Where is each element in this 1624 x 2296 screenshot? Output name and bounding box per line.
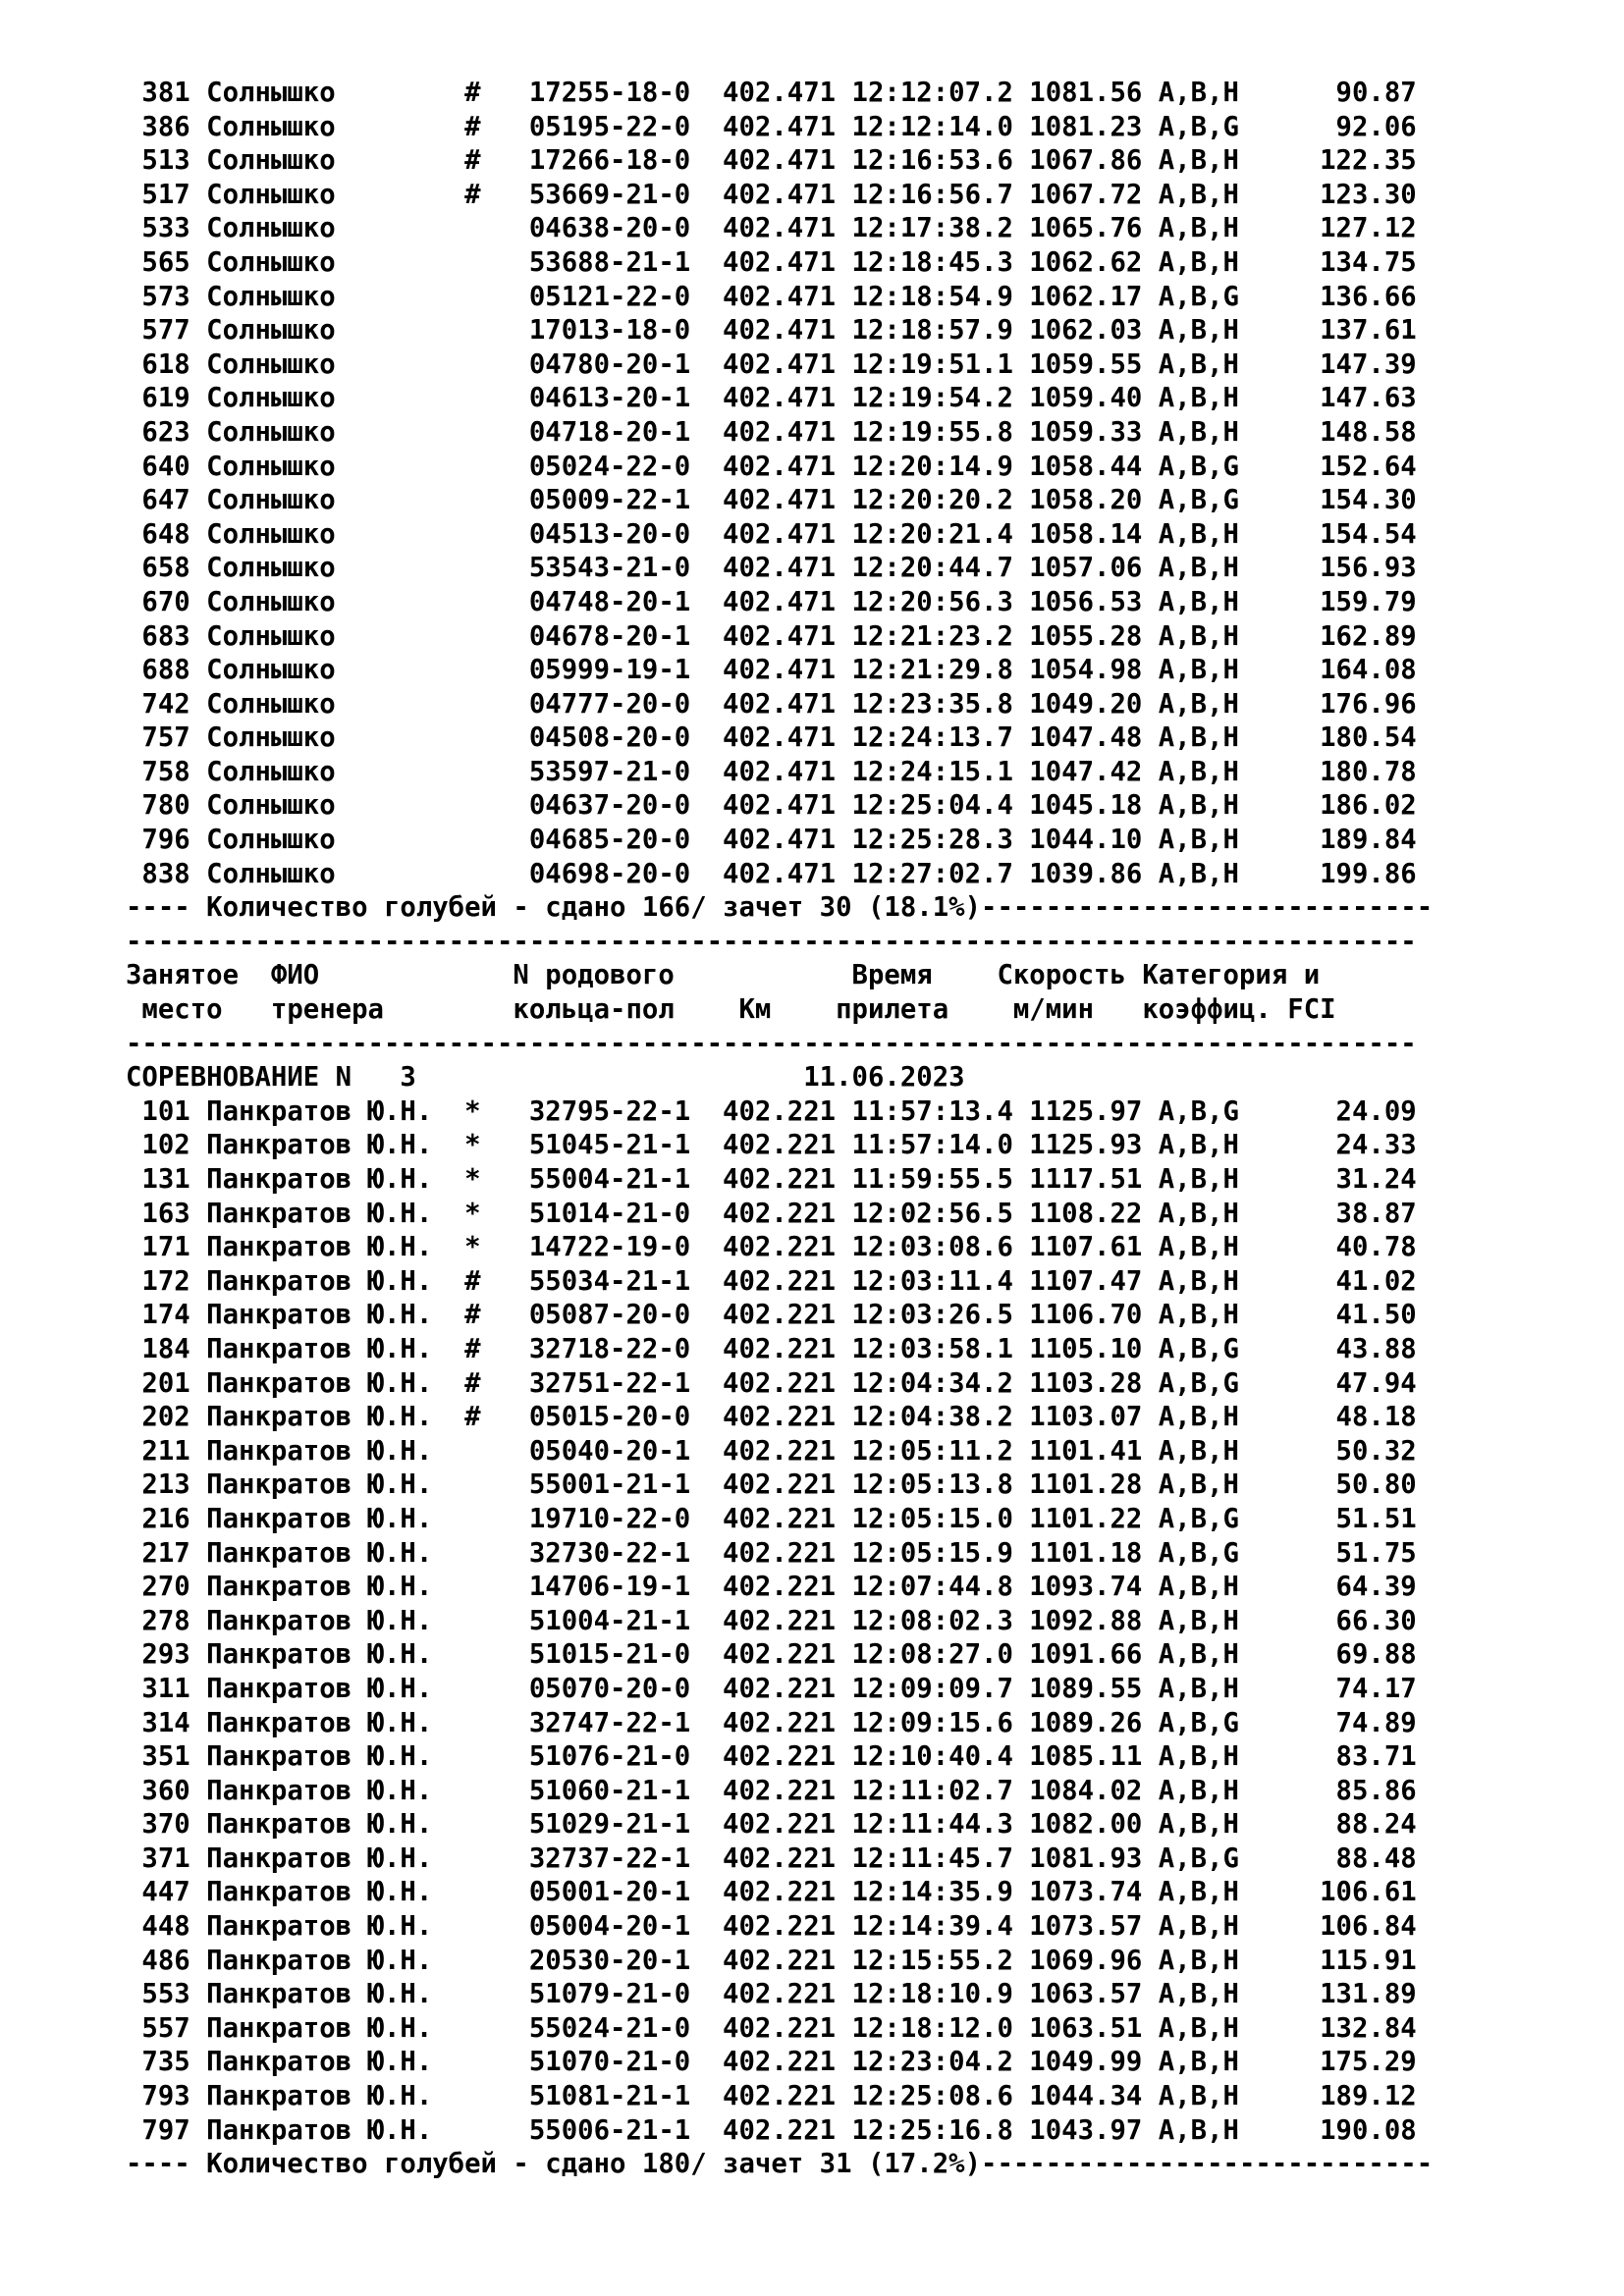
result-row: 533 Солнышко 04638-20-0 402.471 12:17:38.2 1065.76 A,B,H 127.12 — [126, 213, 1417, 244]
result-row: 618 Солнышко 04780-20-1 402.471 12:19:51.1 1059.55 A,B,H 147.39 — [126, 348, 1417, 380]
result-row: 793 Панкратов Ю.Н. 51081-21-1 402.221 12:25:08.6 1044.34 A,B,H 189.12 — [126, 2081, 1417, 2112]
result-row: 758 Солнышко 53597-21-0 402.471 12:24:15.1 1047.42 A,B,H 180.78 — [126, 756, 1417, 787]
result-row: 658 Солнышко 53543-21-0 402.471 12:20:44.7 1057.06 A,B,H 156.93 — [126, 553, 1417, 584]
result-row: 447 Панкратов Ю.Н. 05001-20-1 402.221 12:14:35.9 1073.74 A,B,H 106.61 — [126, 1877, 1417, 1908]
divider-bottom: -------------------------------------------------------------------------------- — [126, 1028, 1417, 1059]
result-row: 174 Панкратов Ю.Н. # 05087-20-0 402.221 12:03:26.5 1106.70 A,B,H 41.50 — [126, 1300, 1417, 1331]
result-row: 293 Панкратов Ю.Н. 51015-21-0 402.221 12:08:27.0 1091.66 A,B,H 69.88 — [126, 1639, 1417, 1671]
result-row: 202 Панкратов Ю.Н. # 05015-20-0 402.221 12:04:38.2 1103.07 A,B,H 48.18 — [126, 1402, 1417, 1433]
result-row: 648 Солнышко 04513-20-0 402.471 12:20:21.4 1058.14 A,B,H 154.54 — [126, 518, 1417, 550]
result-row: 381 Солнышко # 17255-18-0 402.471 12:12:07.2 1081.56 A,B,H 90.87 — [126, 78, 1417, 108]
result-row: 838 Солнышко 04698-20-0 402.471 12:27:02.7 1039.86 A,B,H 199.86 — [126, 858, 1417, 889]
result-row: 102 Панкратов Ю.Н. * 51045-21-1 402.221 11:57:14.0 1125.93 A,B,H 24.33 — [126, 1130, 1417, 1161]
result-row: 278 Панкратов Ю.Н. 51004-21-1 402.221 12:08:02.3 1092.88 A,B,H 66.30 — [126, 1605, 1417, 1636]
result-row: 557 Панкратов Ю.Н. 55024-21-0 402.221 12:18:12.0 1063.51 A,B,H 132.84 — [126, 2012, 1417, 2044]
result-row: 131 Панкратов Ю.Н. * 55004-21-1 402.221 11:59:55.5 1117.51 A,B,H 31.24 — [126, 1164, 1417, 1195]
competition-title: СОРЕВНОВАНИЕ N 3 11.06.2023 — [126, 1062, 965, 1094]
result-row: 163 Панкратов Ю.Н. * 51014-21-0 402.221 12:02:56.5 1108.22 A,B,H 38.87 — [126, 1198, 1417, 1229]
result-row: 513 Солнышко # 17266-18-0 402.471 12:16:53.6 1067.86 A,B,H 122.35 — [126, 145, 1417, 177]
block1-summary: ---- Количество голубей - сдано 166/ зачет 30 (18.1%)---------------------------- — [126, 892, 1434, 924]
result-row: 742 Солнышко 04777-20-0 402.471 12:23:35.8 1049.20 A,B,H 176.96 — [126, 688, 1417, 720]
block2-summary: ---- Количество голубей - сдано 180/ зачет 31 (17.2%)---------------------------- — [126, 2149, 1434, 2180]
result-row: 216 Панкратов Ю.Н. 19710-22-0 402.221 12:05:15.0 1101.22 A,B,G 51.51 — [126, 1503, 1417, 1534]
result-row: 757 Солнышко 04508-20-0 402.471 12:24:13.7 1047.48 A,B,H 180.54 — [126, 722, 1417, 754]
result-row: 780 Солнышко 04637-20-0 402.471 12:25:04.4 1045.18 A,B,H 186.02 — [126, 790, 1417, 822]
result-row: 517 Солнышко # 53669-21-0 402.471 12:16:56.7 1067.72 A,B,H 123.30 — [126, 179, 1417, 210]
result-row: 360 Панкратов Ю.Н. 51060-21-1 402.221 12:11:02.7 1084.02 A,B,H 85.86 — [126, 1775, 1417, 1806]
result-row: 217 Панкратов Ю.Н. 32730-22-1 402.221 12:05:15.9 1101.18 A,B,G 51.75 — [126, 1537, 1417, 1569]
results-document — [126, 77, 1598, 2182]
result-row: 270 Панкратов Ю.Н. 14706-19-1 402.221 12:07:44.8 1093.74 A,B,H 64.39 — [126, 1572, 1417, 1603]
result-row: 371 Панкратов Ю.Н. 32737-22-1 402.221 12:11:45.7 1081.93 A,B,G 88.48 — [126, 1842, 1417, 1874]
result-row: 184 Панкратов Ю.Н. # 32718-22-0 402.221 12:03:58.1 1105.10 A,B,G 43.88 — [126, 1333, 1417, 1364]
result-row: 577 Солнышко 17013-18-0 402.471 12:18:57.9 1062.03 A,B,H 137.61 — [126, 315, 1417, 347]
result-row: 797 Панкратов Ю.Н. 55006-21-1 402.221 12:25:16.8 1043.97 A,B,H 190.08 — [126, 2114, 1417, 2146]
header-line-1: Занятое ФИО N родового Время Скорость Категория и — [126, 960, 1321, 991]
result-row: 101 Панкратов Ю.Н. * 32795-22-1 402.221 11:57:13.4 1125.97 A,B,G 24.09 — [126, 1095, 1417, 1127]
result-row: 386 Солнышко # 05195-22-0 402.471 12:12:14.0 1081.23 A,B,G 92.06 — [126, 111, 1417, 142]
result-row: 553 Панкратов Ю.Н. 51079-21-0 402.221 12:18:10.9 1063.57 A,B,H 131.89 — [126, 1979, 1417, 2010]
result-row: 201 Панкратов Ю.Н. # 32751-22-1 402.221 12:04:34.2 1103.28 A,B,G 47.94 — [126, 1367, 1417, 1399]
result-row: 640 Солнышко 05024-22-0 402.471 12:20:14.9 1058.44 A,B,G 152.64 — [126, 451, 1417, 482]
result-row: 448 Панкратов Ю.Н. 05004-20-1 402.221 12:14:39.4 1073.57 A,B,H 106.84 — [126, 1911, 1417, 1943]
result-row: 351 Панкратов Ю.Н. 51076-21-0 402.221 12:10:40.4 1085.11 A,B,H 83.71 — [126, 1741, 1417, 1773]
result-row: 683 Солнышко 04678-20-1 402.471 12:21:23.2 1055.28 A,B,H 162.89 — [126, 620, 1417, 652]
result-row: 311 Панкратов Ю.Н. 05070-20-0 402.221 12:09:09.7 1089.55 A,B,H 74.17 — [126, 1673, 1417, 1704]
result-row: 623 Солнышко 04718-20-1 402.471 12:19:55.8 1059.33 A,B,H 148.58 — [126, 416, 1417, 448]
result-row: 213 Панкратов Ю.Н. 55001-21-1 402.221 12:05:13.8 1101.28 A,B,H 50.80 — [126, 1469, 1417, 1501]
result-row: 171 Панкратов Ю.Н. * 14722-19-0 402.221 12:03:08.6 1107.61 A,B,H 40.78 — [126, 1232, 1417, 1263]
result-row: 796 Солнышко 04685-20-0 402.471 12:25:28.3 1044.10 A,B,H 189.84 — [126, 825, 1417, 856]
header-line-2: место тренера кольца-пол Км прилета м/мин коэффиц. FCI — [126, 994, 1336, 1026]
divider-top: -------------------------------------------------------------------------------- — [126, 926, 1417, 957]
result-row: 735 Панкратов Ю.Н. 51070-21-0 402.221 12:23:04.2 1049.99 A,B,H 175.29 — [126, 2047, 1417, 2078]
result-row: 370 Панкратов Ю.Н. 51029-21-1 402.221 12:11:44.3 1082.00 A,B,H 88.24 — [126, 1809, 1417, 1841]
result-row: 172 Панкратов Ю.Н. # 55034-21-1 402.221 12:03:11.4 1107.47 A,B,H 41.02 — [126, 1265, 1417, 1297]
result-row: 573 Солнышко 05121-22-0 402.471 12:18:54.9 1062.17 A,B,G 136.66 — [126, 281, 1417, 312]
result-row: 565 Солнышко 53688-21-1 402.471 12:18:45.3 1062.62 A,B,H 134.75 — [126, 246, 1417, 278]
result-row: 211 Панкратов Ю.Н. 05040-20-1 402.221 12:05:11.2 1101.41 A,B,H 50.32 — [126, 1435, 1417, 1467]
result-row: 647 Солнышко 05009-22-1 402.471 12:20:20.2 1058.20 A,B,G 154.30 — [126, 485, 1417, 516]
result-row: 619 Солнышко 04613-20-1 402.471 12:19:54.2 1059.40 A,B,H 147.63 — [126, 383, 1417, 414]
result-row: 486 Панкратов Ю.Н. 20530-20-1 402.221 12:15:55.2 1069.96 A,B,H 115.91 — [126, 1945, 1417, 1976]
block2-results — [126, 1095, 1598, 2148]
block1-results — [126, 77, 1598, 891]
result-row: 314 Панкратов Ю.Н. 32747-22-1 402.221 12:09:15.6 1089.26 A,B,G 74.89 — [126, 1707, 1417, 1738]
result-row: 688 Солнышко 05999-19-1 402.471 12:21:29.8 1054.98 A,B,H 164.08 — [126, 655, 1417, 686]
result-row: 670 Солнышко 04748-20-1 402.471 12:20:56.3 1056.53 A,B,H 159.79 — [126, 586, 1417, 617]
